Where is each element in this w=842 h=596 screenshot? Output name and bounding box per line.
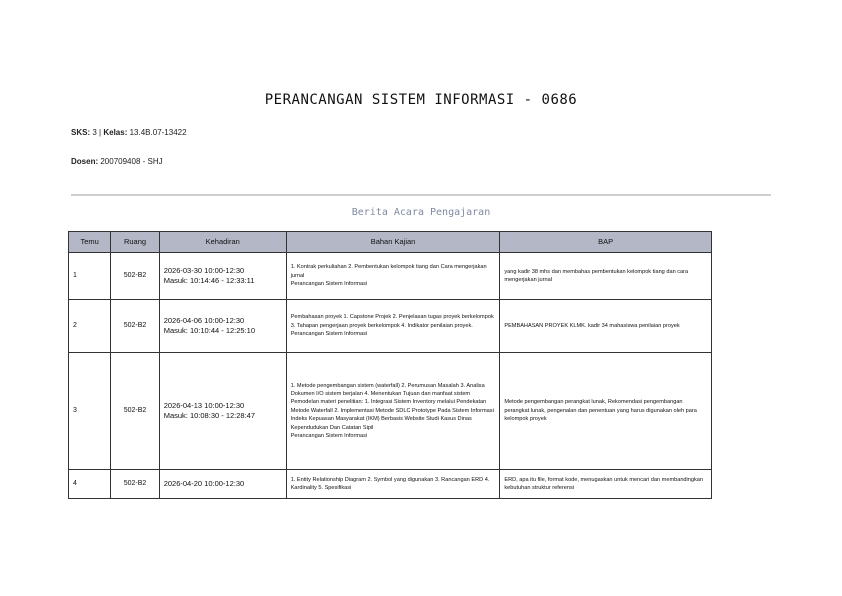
cell-bahan-kajian [286,470,500,499]
schedule-time: 2026-04-13 10:00-12:30 [163,400,245,410]
cell-bap: Metode pengembangan perangkat lunak, Rekomendasi pengembangan perangkat lunak, pengenalan dan penentuan yang harus digunakan oleh para kelompok proyek [500,353,712,470]
table-row [69,300,712,353]
cell-bap: yang kadir 38 mhs dan membahas pembentukan kelompok tiang dan cara mengerjakan jurnal [500,253,712,300]
table-row [69,253,712,300]
topic-text: Perancangan Sistem Informasi [290,281,368,288]
attendance-time: Masuk: 10:10:44 - 12:25:10 [163,326,256,335]
kajian-text: Pembahasan proyek 1. Capstone Projek 2. Penjelasan tugas proyek berkelompok 3. Tahapan pengerjaan proyek berkelompok 4. Indikator penilaian proyek. [290,314,494,329]
cell-kehadiran [159,470,286,499]
kelas-value: 13.4B.07-13422 [129,128,187,137]
table-header-row [69,232,712,253]
attendance-time: Masuk: 10:08:30 - 12:28:47 [163,411,256,420]
table-row [69,470,712,499]
cell-bahan-kajian [286,353,500,470]
cell-bap: PEMBAHASAN PROYEK KLMK. kadir 34 mahasiswa penilaian proyek [500,300,712,353]
header-ruang: Ruang [111,232,159,253]
cell-bap: ERD, apa itu file, format kode, menugaskan untuk mencari dan membandingkan kebutuhan struktur referensi [500,470,712,499]
header-bap: BAP [500,232,712,253]
cell-ruang: 502-B2 [111,470,159,499]
header-temu: Temu [69,232,111,253]
lecturer-info [71,157,163,166]
schedule-time: 2026-03-30 10:00-12:30 [163,265,245,275]
schedule-time: 2026-04-06 10:00-12:30 [163,315,245,325]
dosen-value: 200709408 - SHJ [100,157,163,166]
schedule-time: 2026-04-20 10:00-12:30 [163,478,245,488]
kajian-text: 1. Kontrak perkuliahan 2. Pembentukan kelompok tiang dan Cara mengerjakan jurnal [290,264,487,279]
cell-kehadiran [159,353,286,470]
cell-kehadiran [159,300,286,353]
divider [71,194,771,196]
cell-temu: 4 [69,470,111,499]
cell-kehadiran [159,253,286,300]
course-info [71,128,187,137]
kelas-label: Kelas: [103,128,128,137]
cell-temu: 3 [69,353,111,470]
dosen-label: Dosen: [71,157,99,166]
section-title: Berita Acara Pengajaran [351,207,491,218]
separator: | [99,128,102,137]
topic-text: Perancangan Sistem Informasi [290,432,368,439]
cell-ruang: 502-B2 [111,353,159,470]
sks-label: SKS: [71,128,91,137]
cell-bahan-kajian [286,300,500,353]
table-row [69,353,712,470]
teaching-report-table [68,231,712,499]
cell-temu: 1 [69,253,111,300]
cell-temu: 2 [69,300,111,353]
sks-value: 3 [92,128,97,137]
attendance-time: Masuk: 10:14:46 - 12:33:11 [163,276,255,285]
cell-ruang: 502-B2 [111,253,159,300]
page-title: PERANCANGAN SISTEM INFORMASI - 0686 [264,92,578,108]
kajian-text: 1. Entity Relationship Diagram 2. Symbol yang digunakan 3. Rancangan ERD 4. Kardinality 5. Spesifikasi [290,476,490,491]
header-bahan-kajian: Bahan Kajian [286,232,500,253]
cell-ruang: 502-B2 [111,300,159,353]
cell-bahan-kajian [286,253,500,300]
header-kehadiran: Kehadiran [159,232,286,253]
topic-text: Perancangan Sistem Informasi [290,331,368,338]
kajian-text: 1. Metode pengembangan sistem (waterfall) 2. Perumusan Masalah 3. Analisa Dokumen I/O sistem berjalan 4. Menentukan Tujuan dan manfaat sistem Pemodelan materi penelitian: 1. Integrasi Sistem Inventory melalui Pendekatan Metode Waterfall 2. Implementasi Metode SDLC Prototype Pada Sistem Informasi Indeks Kepuasan Masyarakat (IKM) Berbasis Website Studi Kasus Dinas Kependudukan Dan Catatan Sipil [290,382,494,431]
